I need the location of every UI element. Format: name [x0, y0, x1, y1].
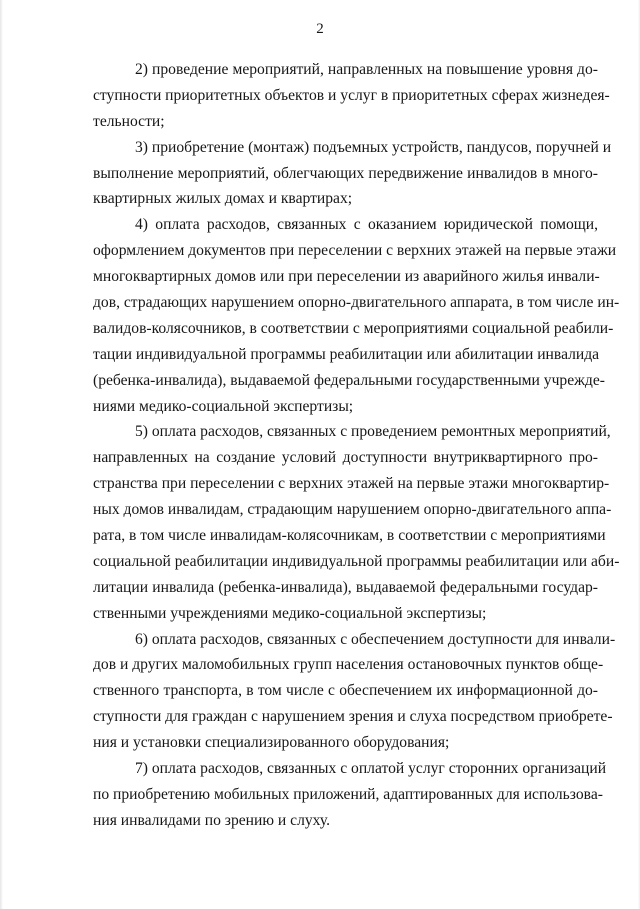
text-line: литации инвалида (ребенка-инвалида), выдаваемой федеральными государ-: [93, 578, 598, 596]
text-line: 2) проведение мероприятий, направленных на повышение уровня до-: [135, 61, 598, 78]
paragraph-item-4: [93, 212, 620, 419]
paragraph-item-5: [93, 419, 620, 626]
text-line: странства при переселении с верхних этажей на первые этажи многоквартир-: [93, 475, 610, 493]
text-line: ния и установки специализированного оборудования;: [93, 734, 450, 752]
text-line: ственного транспорта, в том числе с обеспечением их информационной до-: [93, 682, 598, 700]
text-line: 7) оплата расходов, связанных с оплатой услуг сторонних организаций: [135, 760, 607, 778]
text-line: ных домов инвалидам, страдающим нарушением опорно-двигательного аппа-: [93, 501, 612, 519]
text-line: ниями медико-социальной экспертизы;: [93, 397, 354, 415]
text-line: валидов-колясочников, в соответствии с мероприятиями социальной реабили-: [93, 319, 614, 337]
text-line: по приобретению мобильных приложений, адаптированных для использова-: [93, 785, 603, 803]
paragraph-item-7: [93, 756, 607, 834]
text-line: ственными учреждениями медико-социальной экспертизы;: [93, 604, 487, 622]
paragraph-item-2: [93, 57, 610, 135]
text-line: 3) приобретение (монтаж) подъемных устройств, пандусов, поручней и: [135, 138, 612, 156]
document-body: [93, 57, 620, 834]
text-line: 6) оплата расходов, связанных с обеспечением доступности для инвали-: [135, 630, 616, 648]
page-number: 2: [316, 21, 324, 37]
paragraph-item-3: [93, 135, 612, 213]
text-line: выполнение мероприятий, облегчающих передвижение инвалидов в много-: [93, 164, 598, 182]
text-line: тельности;: [93, 112, 165, 130]
text-line: ступности приоритетных объектов и услуг в приоритетных сферах жизнедея-: [93, 86, 610, 104]
text-line: 5) оплата расходов, связанных с проведением ремонтных мероприятий,: [135, 423, 611, 441]
text-line: оформлением документов при переселении с верхних этажей на первые этажи: [93, 242, 617, 260]
text-line: рата, в том числе инвалидам-колясочникам, в соответствии с мероприятиями: [93, 527, 606, 545]
text-line: (ребенка-инвалида), выдаваемой федеральными государственными учрежде-: [93, 371, 605, 389]
scan-edge-left: [0, 0, 3, 909]
text-line: ступности для граждан с нарушением зрения и слуха посредством приобрете-: [93, 708, 613, 726]
text-line: дов и других маломобильных групп населения остановочных пунктов обще-: [93, 656, 604, 674]
text-line: направленных на создание условий доступности внутриквартирного про-: [93, 449, 598, 467]
text-line: тации индивидуальной программы реабилитации или абилитации инвалида: [93, 345, 600, 363]
text-line: дов, страдающих нарушением опорно-двигательного аппарата, в том числе ин-: [93, 294, 620, 312]
text-line: многоквартирных домов или при переселении из аварийного жилья инвали-: [93, 268, 600, 286]
text-line: ния инвалидами по зрению и слуху.: [93, 811, 330, 829]
paragraph-item-6: [93, 627, 616, 756]
text-line: квартирных жилых домах и квартирах;: [93, 190, 353, 208]
text-line: социальной реабилитации индивидуальной программы реабилитации или аби-: [93, 552, 620, 570]
text-line: 4) оплата расходов, связанных с оказанием юридической помощи,: [135, 216, 598, 234]
